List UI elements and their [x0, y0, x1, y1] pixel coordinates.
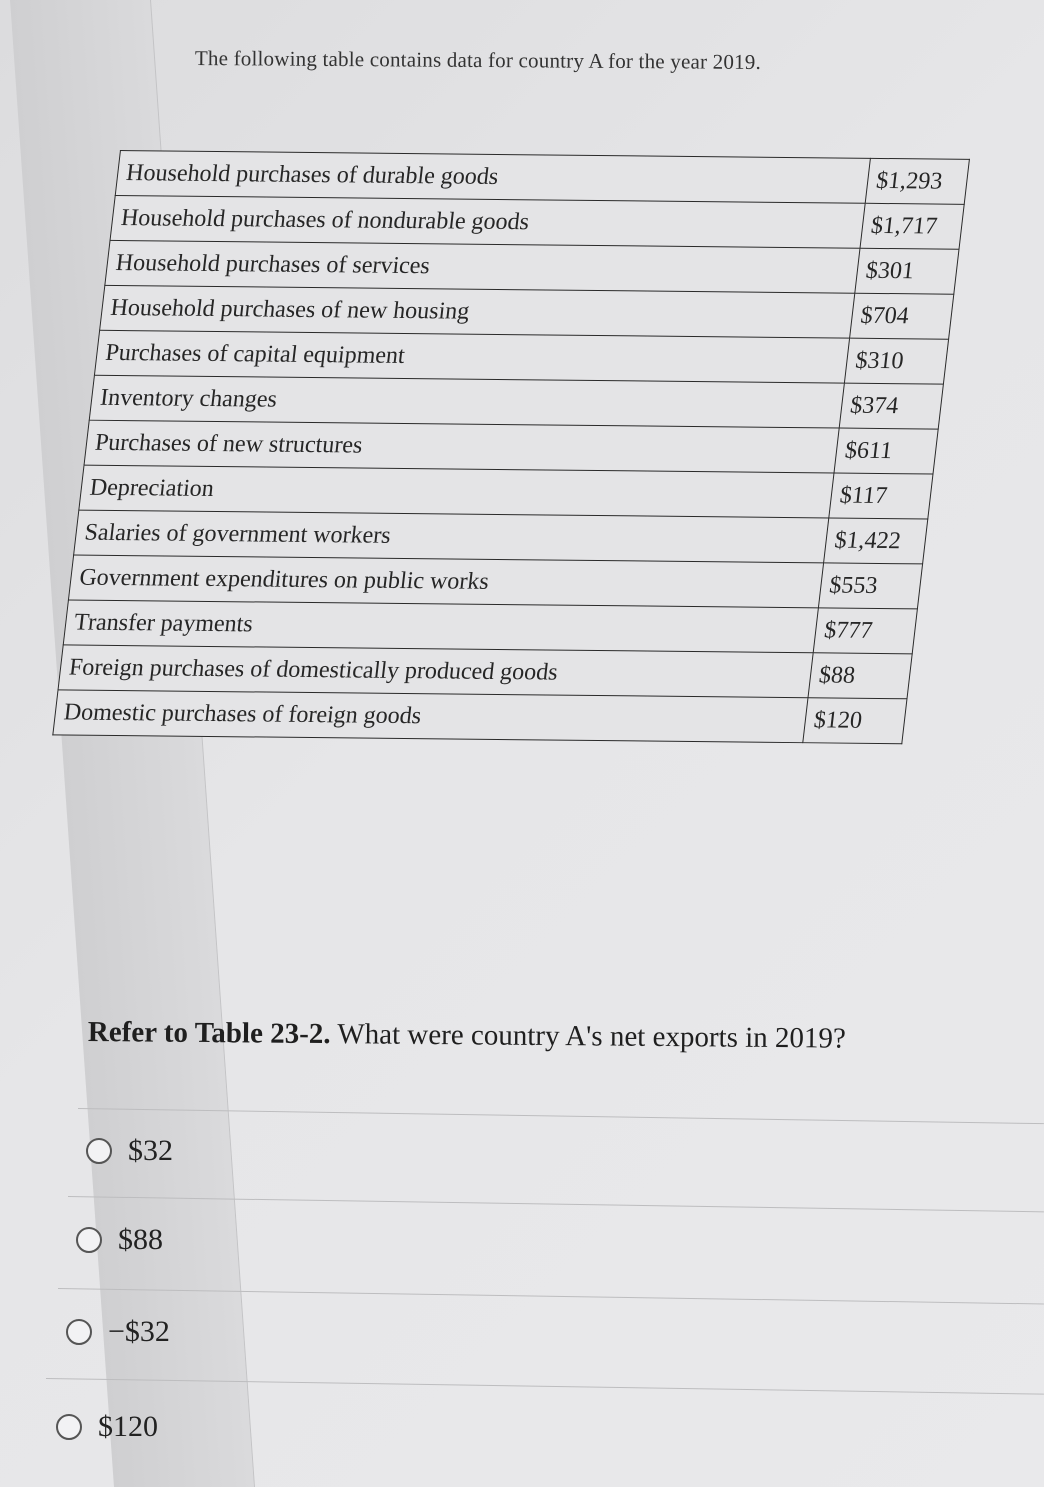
table-row [53, 690, 907, 744]
row-label: Purchases of capital equipment [94, 330, 849, 383]
radio-button-icon[interactable] [76, 1227, 102, 1253]
divider [58, 1288, 1044, 1304]
answer-option-1[interactable] [86, 1134, 173, 1168]
row-label: Transfer payments [63, 600, 818, 653]
row-value: $301 [855, 248, 959, 294]
row-label: Government expenditures on public works [68, 555, 823, 608]
row-label: Household purchases of durable goods [115, 151, 870, 204]
row-label: Purchases of new structures [84, 420, 839, 473]
divider [68, 1196, 1044, 1212]
radio-button-icon[interactable] [66, 1319, 92, 1345]
option-label: −$32 [108, 1315, 170, 1348]
radio-button-icon[interactable] [86, 1138, 112, 1164]
question-reference: Refer to Table 23-2. [87, 1016, 331, 1051]
row-label: Household purchases of nondurable goods [110, 195, 865, 248]
row-label: Inventory changes [89, 375, 844, 428]
row-value: $704 [850, 293, 954, 339]
option-label: $32 [128, 1134, 173, 1167]
row-value: $88 [808, 653, 912, 699]
row-label: Salaries of government workers [74, 510, 829, 563]
row-value: $120 [803, 698, 907, 744]
row-value: $611 [834, 428, 938, 474]
table-intro-text: The following table contains data for country A for the year 2019. [194, 46, 762, 74]
row-label: Domestic purchases of foreign goods [53, 690, 808, 743]
answer-option-3[interactable] [66, 1315, 170, 1349]
row-value: $310 [844, 338, 948, 384]
row-label: Household purchases of services [105, 240, 860, 293]
row-value: $1,293 [865, 158, 969, 204]
row-value: $374 [839, 383, 943, 429]
question-prompt [88, 1016, 846, 1056]
answer-option-2[interactable] [76, 1223, 163, 1257]
row-value: $1,717 [860, 203, 964, 249]
data-table-container [52, 150, 970, 744]
divider [78, 1108, 1044, 1124]
option-label: $88 [118, 1223, 163, 1256]
question-text: What were country A's net exports in 2019? [337, 1018, 847, 1055]
row-value: $777 [813, 608, 917, 654]
row-value: $1,422 [824, 518, 928, 564]
answer-option-4[interactable] [56, 1410, 158, 1444]
row-value: $553 [818, 563, 922, 609]
divider [46, 1378, 1044, 1395]
radio-button-icon[interactable] [56, 1414, 82, 1440]
gdp-data-table [52, 150, 970, 744]
row-label: Household purchases of new housing [100, 285, 855, 338]
row-label: Foreign purchases of domestically produced goods [58, 645, 813, 698]
row-label: Depreciation [79, 465, 834, 518]
row-value: $117 [829, 473, 933, 519]
option-label: $120 [98, 1410, 158, 1443]
